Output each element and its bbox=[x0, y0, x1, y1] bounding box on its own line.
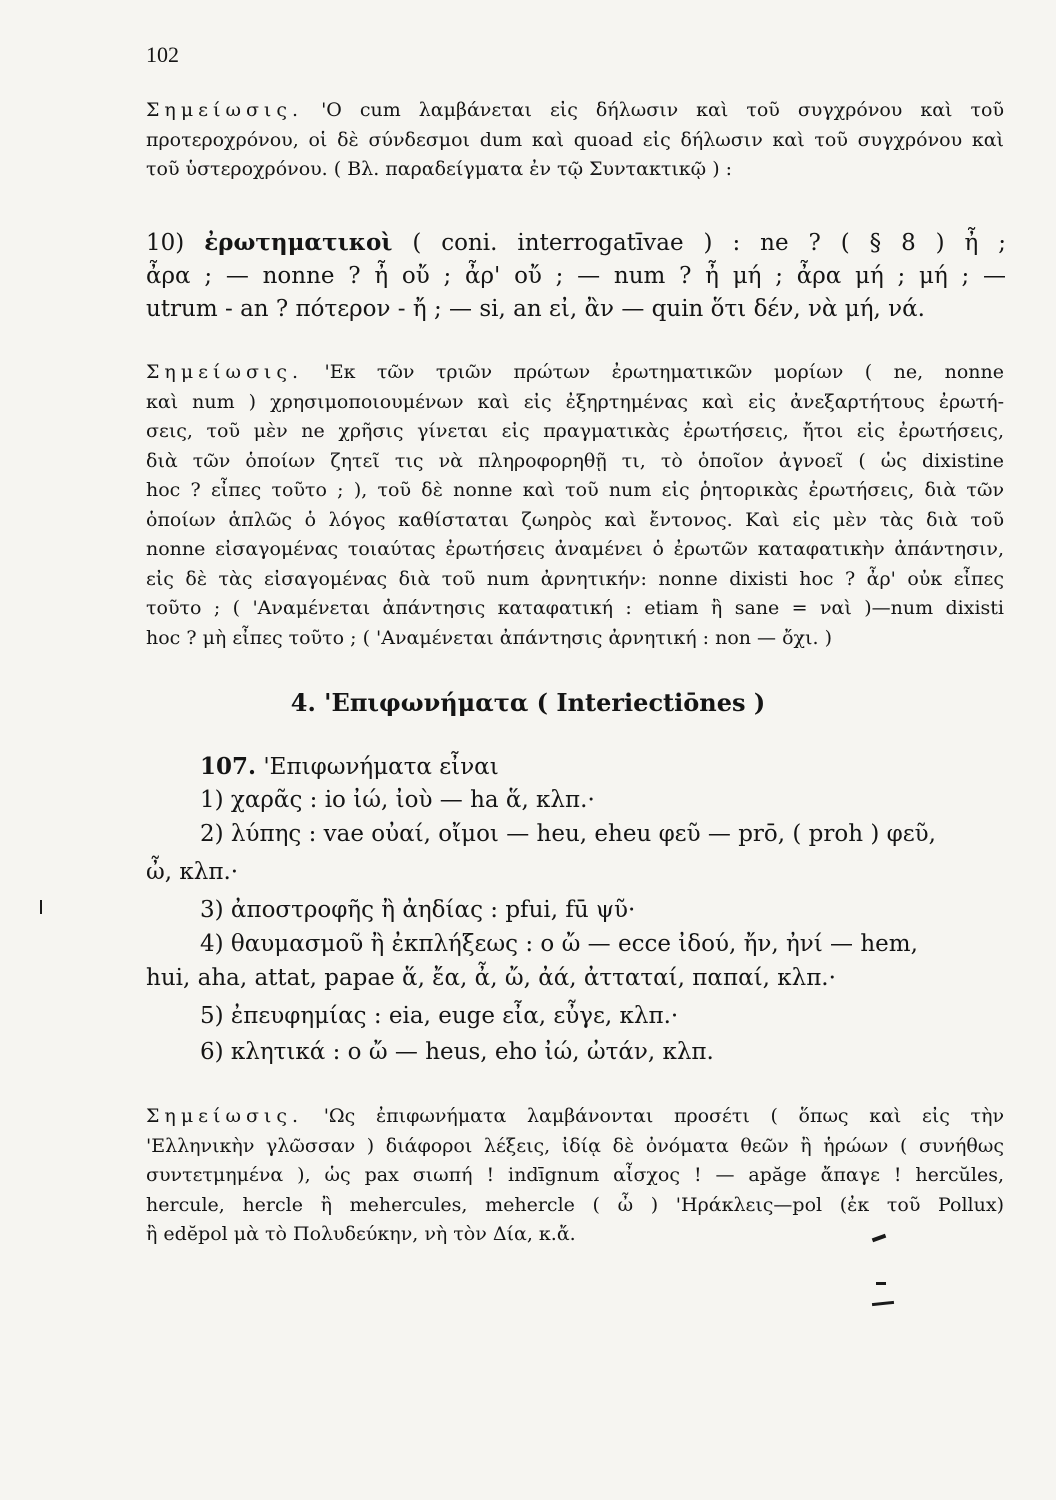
section-107 bbox=[200, 750, 1006, 784]
note-line: τοῦ ὑστεροχρόνου. ( Βλ. παραδείγματα ἐν τῷ Συντακτικῷ ) : bbox=[146, 158, 733, 180]
note-interjection-words bbox=[146, 1102, 1004, 1250]
list-item: 2) λύπης : vae οὐαί, οἴμοι — heu, eheu φεῦ — prō, ( proh ) φεῦ, bbox=[200, 821, 936, 847]
page-number: 102 bbox=[146, 42, 179, 67]
note-line: ἢ edĕpol μὰ τὸ Πολυδεύκην, νὴ τὸν Δία, κ.ἄ. bbox=[146, 1223, 576, 1245]
note-line: τοῦτο ; ( 'Αναμένεται ἀπάντησις καταφατική : etiam ἢ sane = ναὶ )—num dixisti bbox=[146, 597, 1004, 619]
note-label: Σημείωσις. bbox=[146, 361, 304, 383]
list-item: ὦ, κλπ.· bbox=[146, 859, 239, 885]
para-line: utrum - an ? πότερον - ἤ ; — si, an εἰ, ἂν — quin ὅτι δέν, νὰ μή, νά. bbox=[146, 296, 925, 322]
section-number: 107. bbox=[200, 753, 257, 780]
note-line: ὁποίων ἁπλῶς ὁ λόγος καθίσταται ζωηρὸς καὶ ἔντονος. Καὶ εἰς μὲν τὰς διὰ τοῦ bbox=[146, 508, 1004, 531]
note-line: nonne εἰσαγομένας τοιαύτας ἐρωτήσεις ἀναμένει ὁ ἐρωτῶν καταφατικὴν ἀπάντησιν, bbox=[146, 538, 1004, 560]
interrogatives-paragraph bbox=[146, 226, 1006, 326]
para-line: 10) ἐρωτηματικοὶ ( coni. interrogatīvae ) : ne ? ( § 8 ) ἦ ; bbox=[146, 229, 1006, 256]
note-line: εἰς δὲ τὰς εἰσαγομένας διὰ τοῦ num ἀρνητικήν: nonne dixisti hoc ? ἆρ' οὐκ εἶπες bbox=[146, 567, 1004, 590]
note-label: Σημείωσις. bbox=[146, 1105, 304, 1127]
note-line: Σημείωσις. 'Ως ἐπιφωνήματα λαμβάνονται προσέτι ( ὅπως καὶ εἰς τὴν bbox=[146, 1105, 1004, 1127]
note-line: προτεροχρόνου, οἱ δὲ σύνδεσμοι dum καὶ quoad εἰς δήλωσιν καὶ τοῦ συγχρόνου καὶ bbox=[146, 128, 1004, 151]
note-cum bbox=[146, 96, 1004, 185]
note-interrogative-particles bbox=[146, 358, 1004, 653]
list-item: 6) κλητικά : o ὤ — heus, eho ἰώ, ὠτάν, κλπ. bbox=[200, 1039, 714, 1065]
note-line: καὶ num ) χρησιμοποιουμένων καὶ εἰς ἐξηρτημένας καὶ εἰς ἀνεξαρτήτους ἐρωτή- bbox=[146, 390, 1004, 413]
note-line: Σημείωσις. 'Ο cum λαμβάνεται εἰς δήλωσιν καὶ τοῦ συγχρόνου καὶ τοῦ bbox=[146, 99, 1004, 121]
note-line: hoc ? μὴ εἶπες τοῦτο ; ( 'Αναμένεται ἀπάντησις ἀρνητική : non — ὄχι. ) bbox=[146, 626, 832, 649]
section-text: 'Επιφωνήματα εἶναι bbox=[263, 754, 499, 780]
ink-mark bbox=[40, 900, 42, 914]
note-line: Σημείωσις. 'Εκ τῶν τριῶν πρώτων ἐρωτηματικῶν μορίων ( ne, nonne bbox=[146, 361, 1004, 383]
note-line: σεις, τοῦ μὲν ne χρῆσις γίνεται εἰς πραγματικὰς ἐρωτήσεις, ἤτοι εἰς ἐρωτήσεις, bbox=[146, 420, 1004, 442]
bold-term: ἐρωτηματικοὶ bbox=[204, 229, 393, 256]
para-line: ἆρα ; — nonne ? ἦ οὔ ; ἆρ' οὔ ; — num ? ἦ μή ; ἆρα μή ; μή ; — bbox=[146, 263, 1006, 289]
note-line: hoc ? εἶπες τοῦτο ; ), τοῦ δὲ nonne καὶ τοῦ num εἰς ῥητορικὰς ἐρωτήσεις, διὰ τῶν bbox=[146, 479, 1004, 501]
note-line: διὰ τῶν ὁποίων ζητεῖ τις νὰ πληροφορηθῇ τι, τὸ ὁποῖον ἀγνοεῖ ( ὡς dixistine bbox=[146, 449, 1004, 472]
list-item: 1) χαρᾶς : io ἰώ, ἰοὺ — ha ἅ, κλπ.· bbox=[200, 787, 595, 813]
note-line: 'Ελληνικὴν γλῶσσαν ) διάφοροι λέξεις, ἰδίᾳ δὲ ὀνόματα θεῶν ἢ ἡρώων ( συνήθως bbox=[146, 1134, 1004, 1157]
list-item: 3) ἀποστροφῆς ἢ ἀηδίας : pfui, fū ψῦ· bbox=[200, 897, 636, 923]
note-line: συντετμημένα ), ὡς pax σιωπή ! indīgnum αἶσχος ! — apăge ἄπαγε ! hercŭles, bbox=[146, 1164, 1004, 1186]
list-item: 5) ἐπευφημίας : eia, euge εἶα, εὖγε, κλπ.· bbox=[200, 1003, 679, 1029]
list-item: 4) θαυμασμοῦ ἢ ἐκπλήξεως : o ὤ — ecce ἰδού, ἤν, ἠνί — hem, bbox=[200, 931, 918, 957]
note-label: Σημείωσις. bbox=[146, 99, 304, 121]
list-item: hui, aha, attat, papae ἅ, ἔα, ἆ, ὤ, ἀά, ἀτταταί, παπαί, κλπ.· bbox=[146, 965, 836, 991]
note-line: hercule, hercle ἢ mehercules, mehercle ( ὦ ) 'Ηράκλεις—pol (ἐκ τοῦ Pollux) bbox=[146, 1193, 1004, 1216]
ink-mark bbox=[876, 1282, 886, 1285]
section-heading: 4. 'Επιφωνήματα ( Interiectiōnes ) bbox=[290, 688, 766, 717]
ink-mark bbox=[872, 1301, 894, 1306]
